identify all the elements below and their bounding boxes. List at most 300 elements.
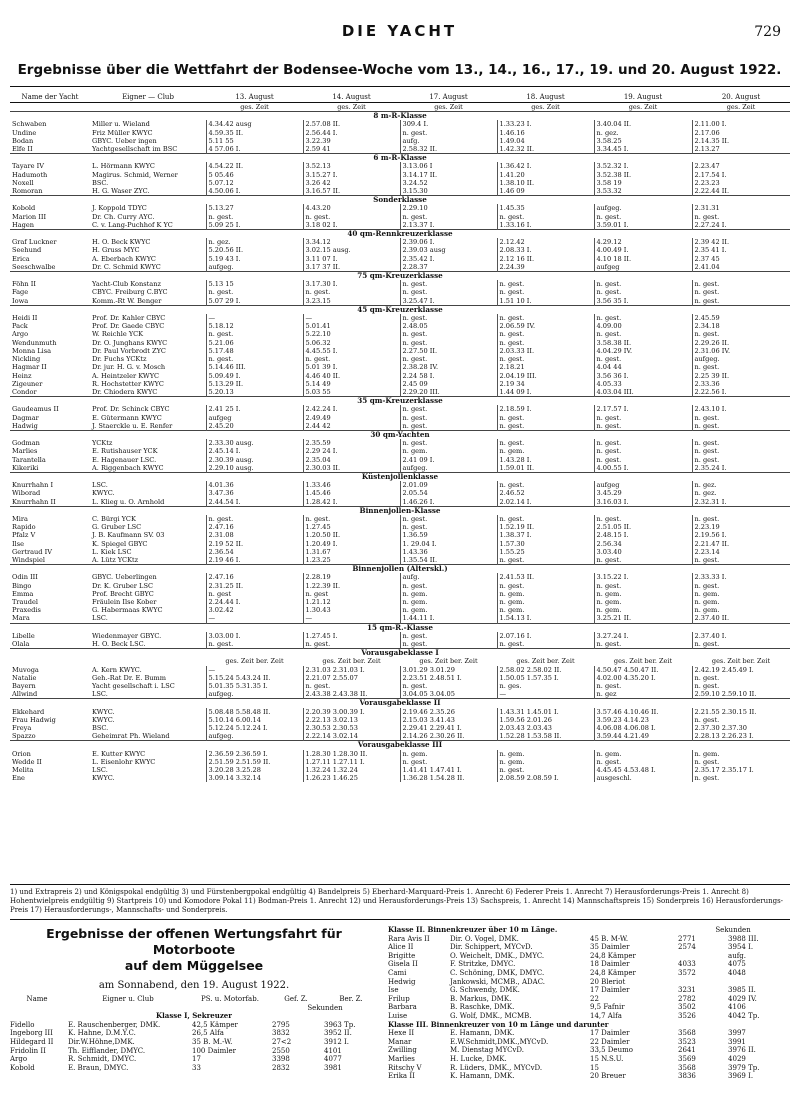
race-time: 5.18.12 [206, 322, 303, 330]
race-time: 3.16.03 I. [594, 498, 692, 507]
race-time: n. gest. [400, 682, 497, 690]
race-time: 4.50.06 I. [206, 187, 303, 196]
table-row [10, 322, 790, 330]
yacht-name: Tarantella [12, 455, 46, 464]
table-row [10, 314, 790, 322]
race-time: 2.08.59 2.08.59 I. [497, 774, 594, 782]
units-label: Sekunden [715, 926, 751, 934]
motorboat-cell: Fidello [10, 1020, 35, 1029]
race-time: 3.15.30 [400, 187, 497, 196]
class-heading-row [10, 154, 790, 163]
table-row [10, 515, 790, 523]
motorboat-cell: B. Markus, DMK. [450, 994, 512, 1003]
race-time: n. gest. [400, 288, 497, 296]
yacht-name: Rapido [12, 523, 36, 532]
motorboat-cell: 35 Daimler [590, 943, 630, 952]
race-time: 2.59.10 2.59.10 II. [692, 690, 790, 699]
motorboat-cell: Alice II [388, 943, 414, 952]
race-time: 1.32.24 1.32.24 [303, 766, 400, 774]
handicap-subheader: ges. Zeit ber. Zeit [322, 657, 381, 666]
race-time: aufgeg [594, 481, 692, 489]
yacht-name: Ekkehard [12, 707, 45, 716]
motorboat-cell: 3997 [728, 1029, 746, 1038]
yacht-name: Freya [12, 724, 32, 733]
table-row [386, 952, 790, 961]
yacht-name: Hagmar II [12, 363, 47, 372]
owner-club: L. Hörmann KWYC [92, 162, 155, 171]
race-time: n. gem. [400, 447, 497, 455]
race-time: 2.51.59 2.51.59 II. [206, 758, 303, 766]
motorboat-cell: 2782 [678, 994, 696, 1003]
race-time: 2.44.54 I. [206, 498, 303, 507]
race-time: 1.36.42 I. [497, 162, 594, 170]
yacht-name: Tayare IV [12, 162, 44, 171]
race-time: n. gest. [400, 758, 497, 766]
race-time: 4.06.08 4.06.08 I. [594, 724, 692, 732]
motorboat-cell: 4101 [324, 1046, 342, 1055]
race-time: 3.47.36 [206, 489, 303, 497]
race-time: 1.57.30 [497, 540, 594, 548]
owner-club: Geh.-Rat Dr. E. Bumm [92, 673, 167, 682]
table-row [10, 614, 790, 623]
race-time: 1.45.35 [497, 204, 594, 212]
subheader-blank [10, 103, 90, 112]
race-time: n. gest. [594, 556, 692, 565]
class-heading-row [10, 741, 790, 750]
race-time: 1. 29.04 I. [400, 540, 497, 548]
race-time: 3.52.38 II. [594, 171, 692, 179]
table-row [10, 363, 790, 371]
race-time: aufgeg [206, 414, 303, 422]
motorboat-cell: R. Lüders, DMK., MYCvD. [450, 1063, 543, 1072]
race-time: 1.22.39 II. [303, 582, 400, 590]
race-time: 2.31.08 [206, 531, 303, 539]
subheader-blank [90, 657, 206, 665]
race-time: 3.20.28 3.25.28 [206, 766, 303, 774]
race-time: n. gem. [692, 750, 790, 758]
motorboat-cell: 3836 [678, 1072, 696, 1081]
table-row [10, 489, 790, 497]
race-time: 2.35.42 I. [400, 255, 497, 263]
race-time: n. gest. [497, 515, 594, 523]
race-time: 2.48.05 [400, 322, 497, 330]
class-heading-row [10, 699, 790, 708]
motorboat-cell: G. Schwendy, DMK. [450, 986, 520, 995]
race-time: n. gem. [692, 606, 790, 614]
table-row [386, 986, 790, 995]
race-time: 2.29.20 III. [400, 388, 497, 397]
table-row [10, 129, 790, 137]
yacht-name: Windspiel [12, 555, 45, 564]
race-time: n. gest. [497, 439, 594, 447]
class-heading: Binnenjollen-Klasse [10, 506, 790, 515]
race-time: 3.34.45 I. [594, 145, 692, 154]
handicap-subheader: ges. Zeit ber. Zeit [711, 657, 771, 666]
yacht-name: Wiborad [12, 489, 41, 498]
table-row [10, 690, 790, 699]
table-row [386, 943, 790, 952]
race-time: 1.59.01 II. [497, 464, 594, 473]
race-time: 2.23.19 [692, 523, 790, 531]
motorboat-cell: F. Stritzke, DMYC. [450, 960, 516, 969]
race-time: n. gest. [497, 481, 594, 489]
yacht-name: Elfe II [12, 145, 33, 154]
motorboat-cell: Frilup [388, 994, 410, 1003]
motorboat-cell: 3952 II. [324, 1029, 352, 1038]
yacht-name: Praxedis [12, 606, 41, 615]
race-time: 3.40.04 II. [594, 120, 692, 128]
race-time: n. gest. [400, 439, 497, 447]
yacht-name: Bodan [12, 136, 34, 145]
race-time: n. gest. [594, 288, 692, 296]
race-time: 2.39.03 ausg [400, 246, 497, 254]
owner-club: Prof. Brecht GBYC [92, 589, 154, 598]
table-row [10, 246, 790, 254]
table-row [386, 1038, 790, 1047]
motorboat-cell: 3912 I. [324, 1037, 350, 1046]
race-time: — [303, 614, 400, 623]
race-time: n. gest. [400, 339, 497, 347]
race-time: n. gest. [497, 414, 594, 422]
motorboat-cell: 4029 IV. [728, 994, 757, 1003]
race-time: 3.23.15 [303, 297, 400, 306]
table-row [10, 238, 790, 246]
race-time: 2.34.18 [692, 322, 790, 330]
race-time: 4 57.06 I. [206, 145, 303, 154]
owner-club: Dr. C. Schmid KWYC [92, 262, 161, 271]
race-time: n. gest. [594, 355, 692, 363]
race-time: 3.58 19 [594, 179, 692, 187]
race-time: 3.27.24 I. [594, 632, 692, 640]
running-head: DIE YACHT [341, 22, 458, 40]
race-time: 1.52.28 1.53.58 II. [497, 732, 594, 741]
yacht-name: Olala [12, 640, 30, 648]
owner-club: Dr. Ch. Curry AYC. [92, 212, 155, 221]
yacht-name: Dagmar [12, 413, 39, 422]
race-time: 4.50.47 4.50.47 II. [594, 666, 692, 674]
owner-club: C. Bürgi YCK [92, 514, 136, 523]
race-time: 5.13.27 [206, 204, 303, 212]
race-time: n. gest. [400, 213, 497, 221]
yacht-name: Seehund [12, 246, 42, 255]
table-row [10, 758, 790, 766]
race-time: 4.46 40 II. [303, 372, 400, 380]
motorboat-cell [676, 952, 726, 961]
race-time: n. gest. [400, 422, 497, 431]
yacht-name: Natalie [12, 673, 37, 682]
race-time: n. gem. [497, 606, 594, 614]
race-time: 1.59.56 2.01.26 [497, 716, 594, 724]
owner-club: R. Hochstetter KWYC [92, 379, 164, 388]
race-time: 2.35.17 2.35.17 I. [692, 766, 790, 774]
race-time: 2.22.44 II. [692, 187, 790, 196]
motorboat-cell: Hedwig [388, 977, 416, 986]
race-time: 5.12.24 5.12.24 I. [206, 724, 303, 732]
owner-club: L. Klieg u. O. Arnhold [92, 497, 165, 506]
race-time: n. gest. [206, 355, 303, 363]
race-time: 3.52.13 [303, 162, 400, 170]
subheader-cell: ges. Zeit [531, 103, 560, 111]
motorboat-column-header: Eigner u. Club [102, 995, 154, 1003]
motorboat-column-header: Ber. Z. [339, 995, 363, 1003]
race-time: 5 05.46 [206, 171, 303, 179]
class-heading: 45 qm-Kreuzerklasse [10, 305, 790, 314]
owner-club: A. Riggenbach KWYC [92, 463, 164, 472]
motorboat-cell: K. Hamann, DMK. [450, 1072, 515, 1081]
motorboat-cell: 3832 [272, 1029, 290, 1038]
yacht-name: Föhn II [12, 280, 36, 289]
race-time: 2.37.40 II. [692, 614, 790, 623]
race-time: 1.35.54 II. [400, 556, 497, 565]
race-time: 2.33.30 ausg. [206, 439, 303, 447]
race-time: 3.25.21 II. [594, 614, 692, 623]
race-time: 1.49.04 [497, 137, 594, 145]
motorboat-cell: 17 Daimler [590, 986, 630, 995]
race-time: 1.36.28 1.54.28 II. [400, 774, 497, 782]
motorboat-cell: 3398 [272, 1055, 290, 1064]
owner-club: C. v. Lang-Puchhof K YC [92, 220, 173, 229]
motorboat-cell: 18 Daimler [590, 960, 630, 969]
race-time: 2.15.03 3.41.43 [400, 716, 497, 724]
race-time: 3.58.38 II. [594, 339, 692, 347]
owner-club: Friz Müller KWYC [92, 128, 153, 137]
table-row [8, 1055, 380, 1064]
race-time: n. gest. [692, 363, 790, 371]
table-row [10, 187, 790, 196]
motorboat-cell: 15 [590, 1063, 599, 1072]
motorboat-title-line2: auf dem Müggelsee [124, 958, 264, 973]
motorboat-cell: 2771 [678, 934, 696, 943]
yacht-name: Graf Luckner [12, 238, 57, 247]
motorboat-cell: R. Schmidt, DMYC. [68, 1055, 137, 1064]
race-time: 3.59.44 4.21.49 [594, 732, 692, 741]
race-time: 5.14 49 [303, 380, 400, 388]
race-time: n. gest. [206, 330, 303, 338]
race-time: n. gem. [497, 598, 594, 606]
owner-club: A. Lütz YCKtz [92, 555, 139, 564]
race-time: n. gem. [497, 758, 594, 766]
motorboat-cell: 3954 I. [728, 943, 754, 952]
table-row [10, 204, 790, 212]
race-time: 5.01 39 I. [303, 363, 400, 371]
motorboat-table [8, 995, 380, 1072]
yacht-name: Fage [12, 288, 29, 297]
owner-club: W. Reichle YCK [92, 330, 144, 339]
motorboat-cell: 2641 [678, 1046, 696, 1055]
race-time: 4.05.33 [594, 380, 692, 388]
yacht-name: Kikeriki [12, 463, 39, 472]
owner-club: Dr. Fuchs YCKtz [92, 355, 147, 364]
race-time: 1.54.13 I. [497, 614, 594, 623]
race-time: n. gez [594, 690, 692, 699]
yacht-name: Orion [12, 749, 31, 758]
table-row [10, 632, 790, 640]
owner-club: E. Gütermann KWYC [92, 413, 162, 422]
race-time: 3.57.46 4.10.46 II. [594, 708, 692, 716]
handicap-subheader: ges. Zeit ber. Zeit [225, 657, 284, 666]
owner-club: CBYC. Freiburg C.BYC [92, 288, 168, 297]
table-row [10, 682, 790, 690]
class-heading-row [386, 926, 790, 935]
race-time: aufg. [400, 573, 497, 581]
race-time: 2.37 45 [692, 255, 790, 263]
race-time: 1.44.11 I. [400, 614, 497, 623]
yacht-name: Monna Lisa [12, 346, 52, 355]
motorboat-class-row [8, 1012, 380, 1021]
race-time: 5.07 29 I. [206, 297, 303, 306]
subheader-cell: ges. Zeit [240, 103, 269, 111]
motorboat-cell: 4048 [728, 968, 746, 977]
table-row [10, 724, 790, 732]
race-time: 2.01.09 [400, 481, 497, 489]
yacht-name: Marion III [12, 212, 47, 221]
class-heading: 8 m-R-Klasse [10, 112, 790, 121]
race-time: 5.07.12 [206, 179, 303, 187]
owner-club: H. O. Beck LSC. [92, 640, 146, 648]
yacht-name: Mira [12, 514, 28, 523]
race-time: 2.39 42 II. [692, 238, 790, 246]
motorboat-units: Sekunden [307, 1003, 343, 1012]
race-time: 3.03.40 [594, 548, 692, 556]
race-time: 2.42.24 I. [303, 405, 400, 413]
race-time: 2.30.03 II. [303, 464, 400, 473]
race-time: n. gest. [692, 330, 790, 338]
race-time: 2.21.47 II. [692, 540, 790, 548]
race-time: 3.15.27 I. [303, 171, 400, 179]
yacht-name: Emma [12, 589, 34, 598]
race-time: 2.28.13 2.26.23 I. [692, 732, 790, 741]
race-time: 2.14.26 2.30.26 II. [400, 732, 497, 741]
column-header: 20. August [692, 92, 790, 103]
race-time: 2.18.59 I. [497, 405, 594, 413]
race-time: 2.06.59 IV. [497, 322, 594, 330]
table-row [10, 590, 790, 598]
motorboat-cell: Erika II [388, 1072, 415, 1081]
motorboat-class-heading: Klasse I, Sekreuzer [156, 1012, 232, 1021]
yacht-name: Wedde II [12, 757, 42, 766]
race-time: n. gem. [497, 447, 594, 455]
owner-club: A. Heintzeler KWYC [92, 371, 159, 380]
race-time: 1.46.16 [497, 129, 594, 137]
race-time: n. gest. [594, 682, 692, 690]
race-time: n. gez. [692, 481, 790, 489]
motorboat-cell: 33,5 Deumo [590, 1046, 633, 1055]
race-time: n. gest. [400, 280, 497, 288]
race-time: n. gest. [303, 355, 400, 363]
motorboat-cell: E. Rauschenberger, DMK. [68, 1020, 161, 1029]
race-time: 5.08.48 5.58.48 II. [206, 708, 303, 716]
race-time: 5.20.13 [206, 388, 303, 397]
race-time: 3.04.05 3.04.05 [400, 690, 497, 699]
race-time: n. gest. [692, 414, 790, 422]
race-time: 2.44 42 [303, 422, 400, 431]
owner-club: Miller u. Wieland [92, 120, 150, 129]
owner-club: E. Kutter KWYC [92, 749, 146, 758]
owner-club: LSC. [92, 614, 108, 623]
race-time: 3.59.01 I. [594, 221, 692, 230]
motorboat-cell: 3572 [678, 968, 696, 977]
motorboat-cell: E.W.Schmidt,DMK.,MYCvD. [450, 1037, 549, 1046]
table-row [10, 540, 790, 548]
race-time: n. gest. [400, 515, 497, 523]
race-time: n. gest. [206, 288, 303, 296]
race-time: n. gest. [594, 515, 692, 523]
race-time: 1.33.46 [303, 481, 400, 489]
race-time: 5.10.14 6.00.14 [206, 716, 303, 724]
race-time: 2.23.47 [692, 162, 790, 170]
yacht-name: Iowa [12, 296, 29, 305]
class-heading-row [10, 196, 790, 205]
race-time: 3.26 42 [303, 179, 400, 187]
column-header: 19. August [594, 92, 692, 103]
race-time: 4.00.55 I. [594, 464, 692, 473]
table-row [10, 439, 790, 447]
race-time: 2.23.23 [692, 179, 790, 187]
race-time: 1.26.23 1.46.25 [303, 774, 400, 782]
owner-club: Dr. K. Gruber LSC [92, 581, 154, 590]
race-time: 5.17.48 [206, 347, 303, 355]
motorboat-cell: 22 [590, 994, 599, 1003]
table-row [386, 978, 790, 987]
motorboat-cell: E. Hamann, DMK. [450, 1029, 515, 1038]
race-time: — [206, 314, 303, 322]
yacht-name: Condor [12, 387, 37, 396]
race-time: 1.20.49 I. [303, 540, 400, 548]
race-time: n. gest. [303, 640, 400, 649]
subheader-cell: ges. Zeit [726, 103, 756, 111]
race-time: 2.28.19 [303, 573, 400, 581]
motorboat-cell: Marlies [388, 1054, 415, 1063]
motorboat-cell: Barbara [388, 1003, 417, 1012]
owner-club: Prof. Dr. Gaede CBYC [92, 322, 165, 331]
race-time: 2.03.33 II. [497, 347, 594, 355]
table-row [10, 120, 790, 128]
race-time: 4.04 44 [594, 363, 692, 371]
yacht-name: Ilse [12, 539, 24, 548]
race-time: 2.28.37 [400, 263, 497, 272]
race-time: n. gest. [400, 632, 497, 640]
race-time: n. gest. [692, 582, 790, 590]
race-time: 309.4 I. [400, 120, 497, 128]
race-time: 2.38.28 IV. [400, 363, 497, 371]
class-heading: Küstenjollenklasse [10, 472, 790, 481]
race-time: 2.41 25 I. [206, 405, 303, 413]
class-heading: 75 qm-Kreuzerklasse [10, 272, 790, 281]
race-time: n. gest. [400, 414, 497, 422]
owner-club: YCKtz [92, 439, 113, 448]
table-row [10, 447, 790, 455]
yacht-name: Bayern [12, 682, 36, 691]
results-body [10, 112, 790, 783]
race-time: 1.43.36 [400, 548, 497, 556]
table-row [386, 960, 790, 969]
table-row [10, 137, 790, 145]
table-row [10, 573, 790, 581]
table-row [8, 1021, 380, 1030]
yacht-name: Seeschwalbe [12, 262, 56, 271]
race-time: 2.19 52 II. [206, 540, 303, 548]
race-time: 2.51.05 II. [594, 523, 692, 531]
owner-club: H. G. Waser ZYC. [92, 187, 150, 196]
race-time: 1.31.67 [303, 548, 400, 556]
race-time: 2.45.20 [206, 422, 303, 431]
table-row [10, 598, 790, 606]
motorboat-cell: E. Braun, DMYC. [68, 1063, 129, 1072]
race-time: n. gem. [594, 606, 692, 614]
yacht-name: Pfalz V [12, 531, 36, 540]
footnotes: 1) und Extrapreis 2) und Königspokal endgültig 3) und Fürstenbergpokal endgültig 4) Bandelpreis 5) Eberhard-Marquard-Preis 1. Anrecht 6) Federer Preis 1. Anrecht 7) Herausforderungs-Preis 1. Anrecht 8) Hohentwielpreis endgültig 9) Startpreis 10) und Komodore Pokal 11) Bodman-Preis 1. Anrecht 12) und Herausforderungs-Preis 13) Sachspreis, 1. Anrecht 14) Mannschaftspreis 15) Sonderpreis 16) Herausforderungs-Preis 17) Herausforderungs-, Mannschafts- und Sonderpreis. [10, 888, 784, 914]
yacht-name: Mara [12, 614, 30, 623]
